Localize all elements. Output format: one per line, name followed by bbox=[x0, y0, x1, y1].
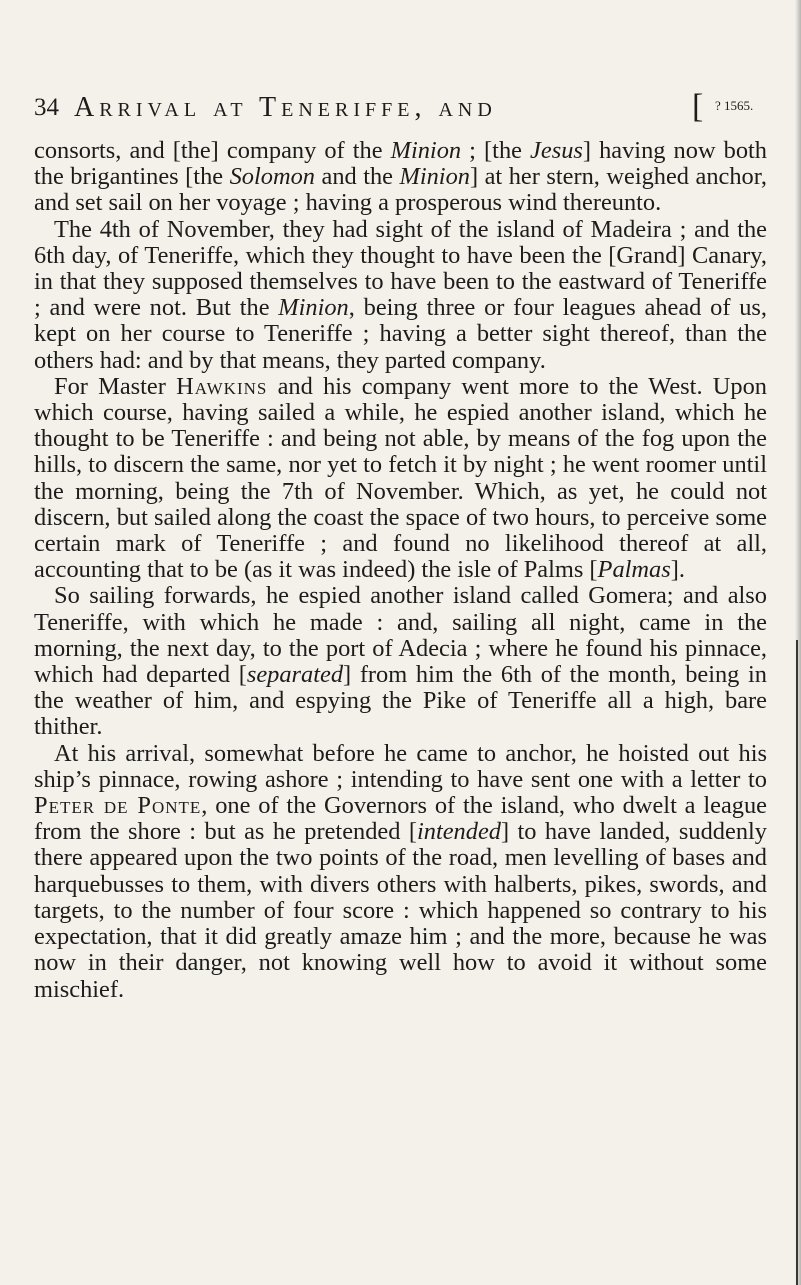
running-header bbox=[34, 88, 767, 136]
text-run: and the bbox=[314, 163, 400, 191]
page-edge-line bbox=[796, 640, 798, 1285]
text-run: At his arrival, somewhat before he came to anchor, he hoisted out his ship’s pinnace, rowing ashore ; intending to have sent one with a letter to bbox=[34, 739, 767, 793]
text-run: For Master bbox=[54, 372, 177, 400]
paragraph-4 bbox=[34, 583, 767, 740]
ship-name: Minion bbox=[390, 137, 462, 164]
paragraph-5 bbox=[34, 741, 767, 1003]
text-run: , one of the Governors of the island, who dwelt a league from the shore : but as he pretended [ bbox=[34, 792, 767, 846]
text-run: ; [the bbox=[461, 137, 531, 164]
book-page bbox=[34, 88, 767, 1003]
text-run: ] to have landed, suddenly there appeared upon the two points of the road, men levelling of bases and harquebusses to them, with divers others with halberts, pikes, swords, and targets, to the number of four score : which happened so contrary to his expectation, that it did greatly amaze him ; and the more, because he was now in their danger, not knowing well how to avoid it without some mischief. bbox=[34, 818, 767, 1003]
text-run: , being three or four leagues ahead of us, kept on her course to Teneriffe ; having a better sight thereof, than the others had: and by that means, they parted company. bbox=[34, 294, 767, 374]
body-text bbox=[34, 138, 767, 1003]
date-mark: ? 1565. bbox=[715, 98, 754, 113]
paragraph-1 bbox=[34, 138, 767, 217]
text-run: ]. bbox=[670, 556, 685, 584]
paragraph-2 bbox=[34, 217, 767, 374]
ship-name: Solomon bbox=[229, 163, 315, 191]
text-run: So sailing forwards, he espied another island called Gomera; and also Teneriffe, with which he made : and, sailing all night, came in the morning, the next day, to the port of Adecia ; where he found his pinnace, which had departed [ bbox=[34, 582, 767, 689]
text-run: consorts, and [the] company of the bbox=[34, 137, 391, 164]
text-run: and his company went more to the West. Upon which course, having sailed a while, he espied another island, which he thought to be Teneriffe : and being not able, by means of the fog upon the hills, to discern the same, nor yet to fetch it by night ; he went roomer until the morning, being the 7th of November. Which, as yet, he could not discern, but sailed along the coast the space of two hours, to perceive some certain mark of Teneriffe ; and found no likelihood thereof at all, accounting that to be (as it was indeed) the isle of Palms [ bbox=[34, 372, 767, 584]
ship-name: Minion bbox=[399, 163, 470, 191]
text-run: ] having now both the brigantines [the bbox=[34, 137, 767, 191]
running-title: Arrival at Teneriffe, and bbox=[74, 92, 497, 123]
page-number: 34 bbox=[34, 94, 59, 121]
person-name: Peter de Ponte bbox=[34, 792, 202, 820]
gloss: separated bbox=[246, 661, 344, 689]
place-name: Palmas bbox=[597, 556, 671, 584]
ship-name: Jesus bbox=[530, 137, 583, 164]
gloss: intended bbox=[416, 818, 501, 846]
person-name: Hawkins bbox=[176, 372, 268, 400]
ship-name: Minion bbox=[278, 294, 349, 322]
margin-bracket: [ bbox=[692, 88, 704, 125]
text-run: ] from him the 6th of the month, being in the weather of him, and espying the Pike of Teneriffe all a high, bare thither. bbox=[34, 661, 767, 741]
paragraph-3 bbox=[34, 374, 767, 584]
text-run: ] at her stern, weighed anchor, and set sail on her voyage ; having a prosperous wind thereunto. bbox=[34, 163, 767, 217]
text-run: The 4th of November, they had sight of the island of Madeira ; and the 6th day, of Teneriffe, which they thought to have been the [Grand] Canary, in that they supposed themselves to have been to the eastward of Teneriffe ; and were not. But the bbox=[34, 215, 767, 322]
